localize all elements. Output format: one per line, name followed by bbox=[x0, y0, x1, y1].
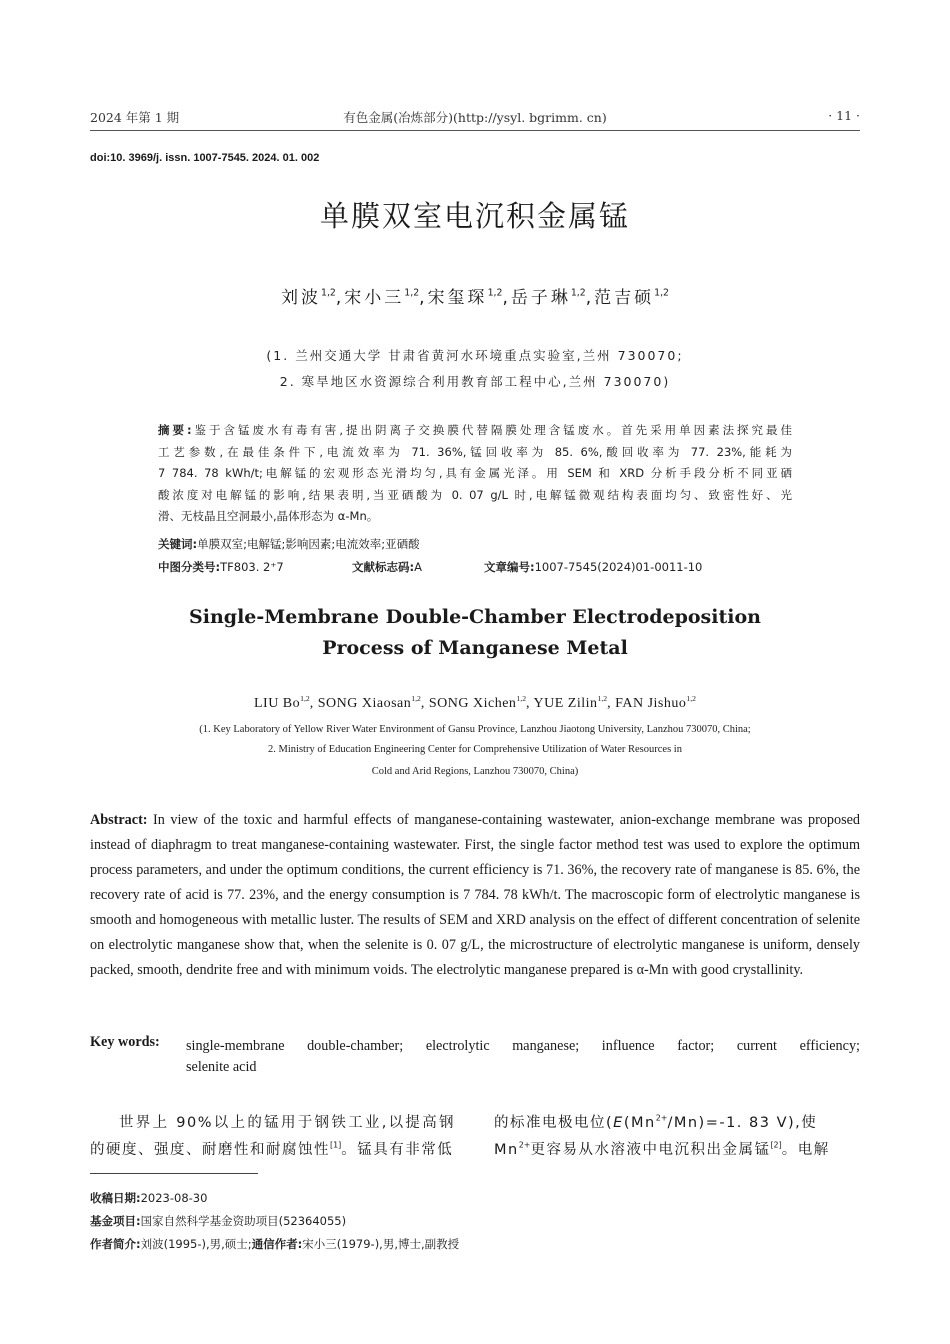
body-left-column: 世界上 90%以上的锰用于钢铁工业,以提高钢的硬度、强度、耐磨性和耐腐蚀性[1]。锰具有非常低 bbox=[90, 1115, 455, 1158]
footnote-received: 收稿日期:2023-08-30 bbox=[90, 1191, 208, 1205]
header-page-number: · 11 · bbox=[828, 108, 860, 123]
title-cn: 单膜双室电沉积金属锰 bbox=[319, 199, 630, 233]
author-cn: 宋小三 bbox=[344, 288, 405, 308]
footnote-author: 作者简介:刘波(1995-),男,硕士;通信作者:宋小三(1979-),男,博士,副教授 bbox=[90, 1237, 460, 1251]
keywords-cn: 关键词:单膜双室;电解锰;影响因素;电流效率;亚硒酸 bbox=[158, 537, 420, 551]
abstract-en: Abstract: In view of the toxic and harmful effects of manganese-containing wastewater, anion-exchange membrane was proposed instead of diaphragm to treat manganese-containing wastewater. First, the single factor method test was used to explore the optimum process parameters, and under the optimum conditions, the current efficiency is 71. 36%, the recovery rate of manganese is 85. 6%, the recovery rate of acid is 77. 23%, and the energy consumption is 7 784. 78 kWh/t. The macroscopic form of electrolytic manganese is smooth and homogeneous with metallic luster. The results of SEM and XRD analysis on the effect of different concentration of selenite on electrolytic manganese show that, when the selenite is 0. 07 g/L, the microstructure of electrolytic manganese is uniform, densely packed, smooth, dendrite free and with minimum voids. The electrolytic manganese prepared is α-Mn with good crystallinity. bbox=[90, 812, 860, 978]
article-number: 文章编号:1007-7545(2024)01-0011-10 bbox=[484, 560, 703, 574]
header-journal: 有色金属(冶炼部分)(http://ysyl. bgrimm. cn) bbox=[343, 110, 607, 125]
doi: doi:10. 3969/j. issn. 1007-7545. 2024. 01. 002 bbox=[90, 152, 320, 164]
keywords-en-label: Key words: bbox=[90, 1034, 160, 1050]
keywords-en-cont: selenite acid bbox=[186, 1059, 257, 1075]
affiliation-cn-2: 2. 寒旱地区水资源综合利用教育部工程中心,兰州 730070) bbox=[279, 374, 671, 389]
affiliation-cn-1: (1. 兰州交通大学 甘肃省黄河水环境重点实验室,兰州 730070; bbox=[266, 348, 684, 363]
abstract-cn: 摘要:鉴于含锰废水有毒有害,提出阴离子交换膜代替隔膜处理含锰废水。首先采用单因素法探究最佳 工艺参数,在最佳条件下,电流效率为 71. 36%,锰回收率为 85. 6%,酸回收率为 77. 23%,能耗为 7 784. 78 kWh/t;电解锰的宏观形态光滑均匀,具有金属光泽。用 SEM 和 XRD 分析手段分析不同亚硒 酸浓度对电解锰的影响,结果表明,当亚硒酸为 0. 07 g/L 时,电解锰微观结构表面均匀、致密性好、光 滑、无枝晶且空洞最小,晶体形态为 α-Mn。 bbox=[158, 423, 792, 523]
authors-en: LIU Bo$^{1,2}$, SONG Xiaosan$^{1,2}$, SONG Xichen$^{1,2}$, YUE Zilin$^{1,2}$, FAN Jishuo$^{1,2}$ bbox=[253, 693, 696, 711]
document-code: 文献标志码:A bbox=[352, 560, 422, 574]
header-rule bbox=[90, 130, 860, 131]
authors-cn: 刘波$^{1,2}$,宋小三$^{1,2}$,宋玺琛$^{1,2}$,岳子琳$^{1,2}$,范吉硕$^{1,2}$ bbox=[281, 287, 669, 308]
header-issue: 2024 年第 1 期 bbox=[90, 110, 180, 125]
keywords-en: single-membrane double-chamber; electrolytic manganese; influence factor; current efficiency; bbox=[186, 1038, 860, 1054]
affiliation-en-3: Cold and Arid Regions, Lanzhou 730070, China) bbox=[371, 766, 579, 777]
affiliation-en-2: 2. Ministry of Education Engineering Center for Comprehensive Utilization of Water Resources in bbox=[268, 744, 682, 755]
affiliation-en-1: (1. Key Laboratory of Yellow River Water Environment of Gansu Province, Lanzhou Jiaotong University, Lanzhou 730070, China; bbox=[199, 724, 751, 735]
footnote-rule bbox=[90, 1173, 258, 1174]
classification-cn: 中图分类号:TF803. 2⁺7 bbox=[158, 560, 284, 574]
author-cn: 范吉硕 bbox=[594, 288, 655, 308]
author-cn: 宋玺琛 bbox=[427, 288, 488, 308]
title-en: Single-Membrane Double-Chamber Electrodeposition Process of Manganese Metal bbox=[189, 606, 761, 659]
author-cn: 刘波 bbox=[281, 288, 321, 308]
body-right-column: 的标准电极电位($E(Mn^{2+}/Mn)=-1$. 83 V),使 $Mn^{2+}$更容易从水溶液中电沉积出金属锰[2]。电解 bbox=[494, 1113, 830, 1158]
author-cn: 岳子琳 bbox=[510, 288, 571, 308]
footnote-fund: 基金项目:国家自然科学基金资助项目(52364055) bbox=[90, 1214, 347, 1228]
